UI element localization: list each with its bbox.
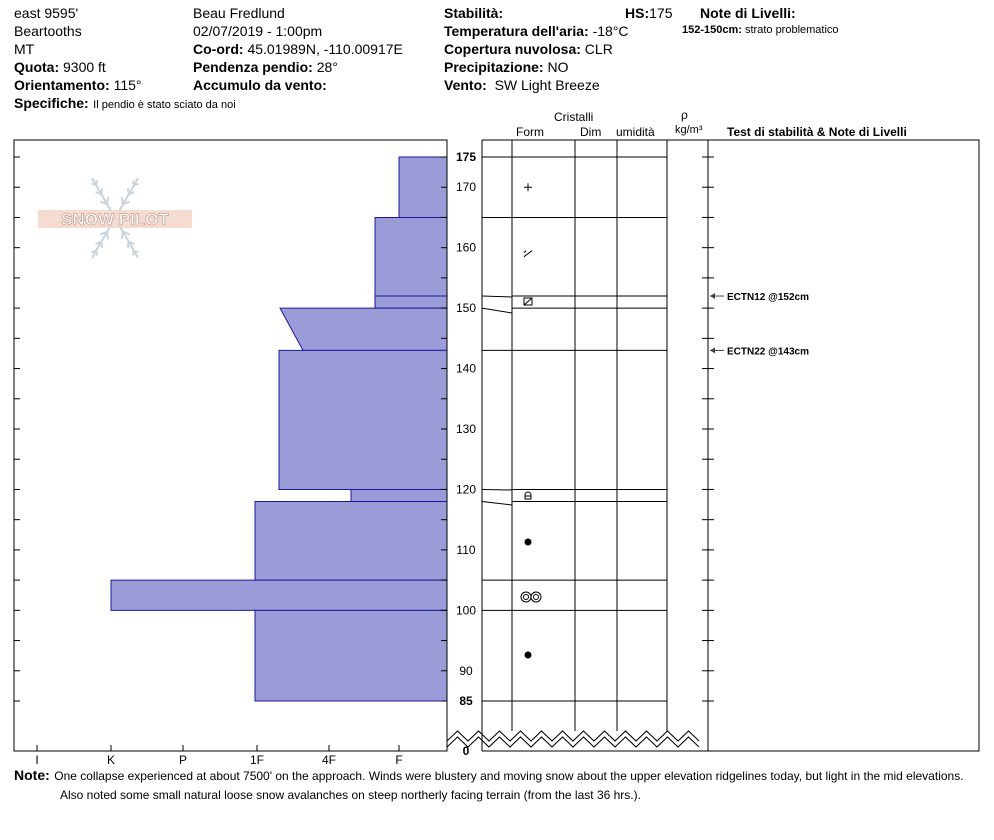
snowpilot-logo [38, 178, 192, 258]
wind-label: Vento: [444, 77, 487, 93]
air-temp-label: Temperatura dell'aria: [444, 23, 589, 39]
hardness-label: I [35, 753, 39, 767]
test-arrowhead [710, 347, 715, 353]
hs-value: 175 [649, 5, 673, 21]
aspect-label: Orientamento: [14, 77, 110, 93]
crystal-symbol [525, 652, 532, 659]
hardness-label: 4F [321, 753, 337, 767]
hardness-label: F [395, 753, 403, 767]
layer-note-text: strato problematico [745, 24, 839, 36]
hs-label: HS: [625, 5, 650, 21]
tests-panel-frame [708, 140, 979, 751]
hardness-layer-bar [280, 308, 447, 350]
depth-label: 175 [455, 150, 477, 164]
hardness-layer-bar [255, 610, 447, 701]
logo-text: SNOW PILOT [61, 210, 169, 229]
col-form: Form [516, 125, 544, 139]
test-arrowhead [710, 293, 715, 299]
depth-label: 0 [462, 744, 470, 758]
crystal-symbol [524, 251, 532, 257]
sky-label: Copertura nuvolosa: [444, 41, 581, 57]
hardness-layer-bar [279, 350, 447, 489]
air-temp-value: -18°C [592, 23, 629, 39]
wind-value: SW Light Breeze [494, 77, 600, 93]
crystal-symbol [531, 592, 541, 602]
col-tests: Test di stabilità & Note di Livelli [727, 125, 907, 139]
precip-label: Precipitazione: [444, 59, 544, 75]
hardness-layer-bar [351, 489, 447, 501]
col-density-unit: kg/m³ [675, 124, 703, 136]
test-label: ECTN22 @143cm [727, 346, 810, 358]
depth-label: 140 [455, 361, 477, 376]
depth-label: 90 [459, 663, 473, 678]
axis-break [447, 731, 699, 741]
crystal-symbol [525, 539, 532, 546]
slope-value: 28° [316, 59, 338, 75]
layer-connector [482, 296, 512, 297]
range: Beartooths [14, 23, 82, 39]
col-dim: Dim [580, 125, 602, 139]
crystal-symbol [534, 595, 539, 600]
layer-connector [482, 489, 512, 490]
hardness-label: 1F [249, 753, 265, 767]
coords-value: 45.01989N, -110.00917E [247, 41, 403, 57]
crystal-symbol [524, 183, 532, 191]
precip-value: NO [547, 59, 569, 75]
layer-note-range: 152-150cm: [682, 24, 742, 36]
state: MT [14, 41, 35, 57]
crystal-symbol [525, 492, 531, 499]
stability-label: Stabilità: [444, 5, 504, 21]
depth-label: 85 [459, 694, 473, 708]
depth-label: 150 [455, 301, 477, 316]
location: east 9595' [14, 5, 79, 21]
crystal-symbol [521, 592, 531, 602]
slope-label: Pendenza pendio: [193, 59, 313, 75]
coords-label: Co-ord: [193, 41, 244, 57]
crystal-symbol [524, 595, 529, 600]
observer: Beau Fredlund [193, 5, 285, 21]
note-label: Note: [14, 767, 50, 783]
col-umidita: umidità [616, 125, 655, 139]
depth-label: 100 [455, 603, 477, 618]
hardness-label: P [178, 753, 188, 767]
hardness-label: K [106, 753, 116, 767]
depth-label: 130 [455, 422, 477, 436]
sky-value: CLR [584, 41, 613, 57]
specifics-label: Specifiche: [14, 95, 89, 111]
hardness-layer-bar [399, 157, 447, 217]
depth-label: 120 [455, 482, 477, 497]
hardness-layer-bar [375, 296, 447, 308]
hardness-layer-bar [111, 580, 447, 610]
note-line1: One collapse experienced at about 7500' on the approach. Winds were blustery and moving snow about the upper elevation ridgelines today, but light in the mid elevations. [54, 769, 964, 783]
crystal-symbol [524, 298, 532, 305]
hardness-layer-bar [375, 217, 447, 296]
col-rho: ρ [681, 108, 688, 122]
layer-notes-title: Note di Livelli: [700, 5, 796, 21]
elevation-value: 9300 ft [63, 59, 106, 75]
layer-connector [482, 308, 512, 313]
test-label: ECTN12 @152cm [727, 292, 810, 304]
aspect-value: 115° [113, 77, 142, 93]
hardness-layer-bar [255, 502, 447, 581]
col-cristalli: Cristalli [554, 110, 594, 124]
note-line2: Also noted some small natural loose snow avalanches on steep northerly facing terrain (from the last 36 hrs.). [60, 788, 641, 802]
elevation-label: Quota: [14, 59, 60, 75]
note [14, 767, 964, 785]
depth-label: 160 [455, 240, 477, 255]
axis-break [447, 737, 699, 747]
wind-loading-label: Accumulo da vento: [193, 77, 327, 93]
depth-label: 170 [455, 180, 477, 195]
depth-label: 110 [456, 542, 476, 557]
datetime: 02/07/2019 - 1:00pm [193, 23, 323, 39]
specifics-value: Il pendio è stato sciato da noi [93, 99, 236, 111]
layer-connector [482, 502, 512, 505]
